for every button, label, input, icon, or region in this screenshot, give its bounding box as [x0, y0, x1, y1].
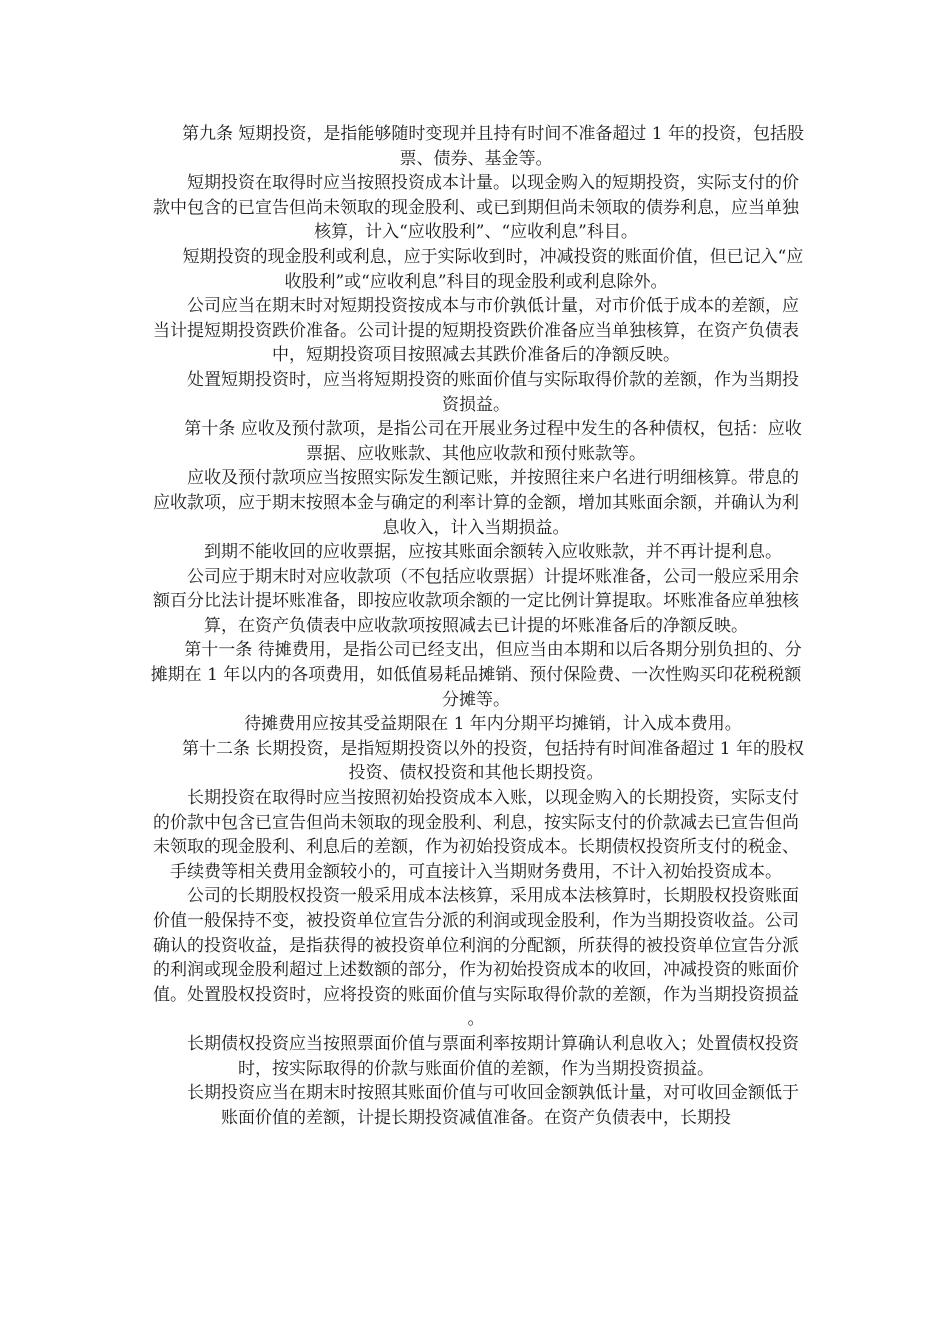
- paragraph-short-term-initial-measurement: 短期投资在取得时应当按照投资成本计量。以现金购入的短期投资，实际支付的价款中包含的已宣告但尚未领取的现金股利、或已到期但尚未领取的债券利息，应当单独核算，计入“应收股利”、“应收利息”科目。: [153, 173, 799, 243]
- paragraph-short-term-impairment: 公司应当在期末时对短期投资按成本与市价孰低计量，对市价低于成本的差额，应当计提短期投资跌价准备。公司计提的短期投资跌价准备应当单独核算，在资产负债表中，短期投资项目按照减去其跌价准备后的净额反映。: [153, 296, 799, 366]
- paragraph-receivables-recording: 应收及预付款项应当按照实际发生额记账，并按照往来户名进行明细核算。带息的应收款项，应于期末按照本金与确定的利率计算的金额，增加其账面余额，并确认为利息收入，计入当期损益。: [153, 468, 799, 538]
- paragraph-article-10: 第十条 应收及预付款项，是指公司在开展业务过程中发生的各种债权，包括：应收票据、应收账款、其他应收款和预付账款等。: [184, 419, 802, 464]
- paragraph-notes-receivable: 到期不能收回的应收票据，应按其账面余额转入应收账款，并不再计提利息。: [204, 542, 782, 563]
- paragraph-equity-cost-method: 公司的长期股权投资一般采用成本法核算，采用成本法核算时，长期股权投资账面价值一般保持不变，被投资单位宣告分派的利润或现金股利，作为当期投资收益。公司确认的投资收益，是指获得的被投资单位利润的分配额，所获得的被投资单位宣告分派的利润或现金股利超过上述数额的部分，作为初始投资成本的收回，冲减投资的账面价值。处置股权投资时，应将投资的账面价值与实际取得价款的差额，作为当期投资损益。: [153, 886, 799, 1030]
- paragraph-article-11: 第十一条 待摊费用，是指公司已经支出，但应当由本期和以后各期分别负担的、分摊期在 1 年以内的各项费用，如低值易耗品摊销、预付保险费、一次性购买印花税税额分摊等。: [150, 640, 802, 710]
- paragraph-short-term-dividends: 短期投资的现金股利或利息，应于实际收到时，冲减投资的账面价值，但已记入“应收股利”或“应收利息”科目的现金股利或利息除外。: [182, 246, 804, 292]
- paragraph-article-9: 第九条 短期投资，是指能够随时变现并且持有时间不准备超过 1 年的投资，包括股票、债券、基金等。: [181, 124, 805, 169]
- paragraph-prepaid-amortization: 待摊费用应按其受益期限在 1 年内分期平均摊销，计入成本费用。: [244, 714, 742, 735]
- paragraph-short-term-disposal: 处置短期投资时，应当将短期投资的账面价值与实际取得价款的差额，作为当期投资损益。: [187, 369, 799, 415]
- paragraph-long-term-impairment: 长期投资应当在期末时按照其账面价值与可收回金额孰低计量，对可收回金额低于账面价值的差额，计提长期投资减值准备。在资产负债表中，长期投: [187, 1083, 799, 1128]
- paragraph-article-12: 第十二条 长期投资，是指短期投资以外的投资，包括持有时间准备超过 1 年的股权投资、债权投资和其他长期投资。: [181, 738, 805, 784]
- paragraph-long-term-initial-cost: 长期投资在取得时应当按照初始投资成本入账，以现金购入的长期投资，实际支付的价款中包含已宣告但尚未领取的现金股利、利息，按实际支付的价款减去已宣告但尚未领取的现金股利、利息后的差额，作为初始投资成本。长期债权投资所支付的税金、手续费等相关费用金额较小的，可直接计入当期财务费用，不计入初始投资成本。: [153, 788, 799, 882]
- paragraph-bad-debt-provision: 公司应于期末时对应收款项（不包括应收票据）计提坏账准备，公司一般应采用余额百分比法计提坏账准备，即按应收款项余额的一定比例计算提取。坏账准备应单独核算，在资产负债表中应收款项按照减去已计提的坏账准备后的净额反映。: [153, 566, 799, 636]
- paragraph-debt-investment-interest: 长期债权投资应当按照票面价值与票面利率按期计算确认利息收入；处置债权投资时，按实际取得的价款与账面价值的差额，作为当期投资损益。: [187, 1033, 799, 1079]
- document-body: [146, 122, 806, 1130]
